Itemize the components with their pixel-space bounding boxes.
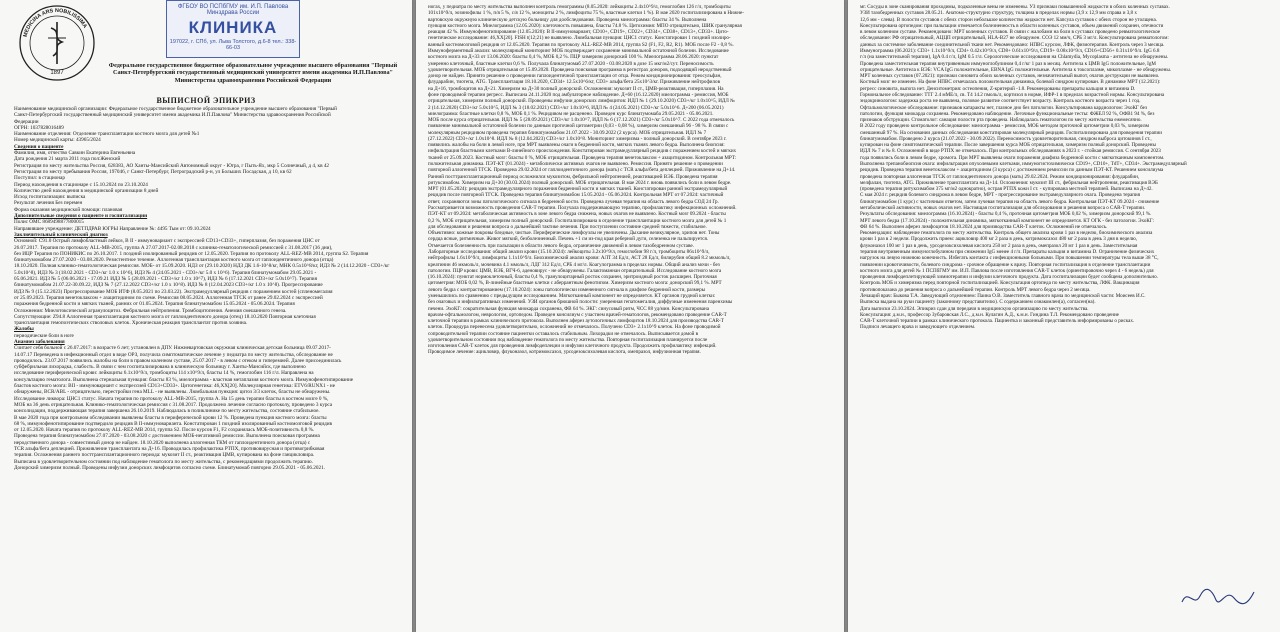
text-line: Дополнительные сведения о пациенте и госпитализации xyxy=(14,213,148,220)
text-line: Основной: C91.0 Острый лимфобластный лейкоз, B II - иммуновариант с экспрессией CD13+CD33+, гиперплазия, без поражения ЦНС от xyxy=(14,238,320,245)
text-line: эндокринологом: задержка роста не выявлена, половое развитие соответствует возрасту. Контроль костного возраста через 1 год. xyxy=(860,98,1141,105)
text-line: С мая 2024 г. рецидив болевого синдрома в левом бедре, МРТ - прогрессирование экстрамедуллярного очага. Проведена терапия xyxy=(860,192,1140,199)
text-line: МРТ коленных суставов (07.2021): признаки синовита обоих коленных суставов, незначительный выпот, очагов деструкции не выявлено. xyxy=(860,73,1160,80)
text-line: миелограмма: бластные клетки 0,8 %, МОБ 0,1 %. Рецидивом не расценено. Проведен курс блинатумомаба 29.05.2021 - 05.06.2021. xyxy=(428,110,714,117)
text-line: ОГРН: 1037828016489 xyxy=(14,124,64,131)
text-line: Фамилия, имя, отчество Савкин Екатерина Евгеньевна xyxy=(14,150,136,157)
text-line: донор не найден. Принято решение о проведении гаплоидентичной трансплантации от отца. Режим кондиционирования: треосульфан, xyxy=(428,73,722,80)
text-line: Объективно: кожные покровы бледные, чистые. Периферические лимфоузлы не увеличены. Дыхание везикулярное, хрипов нет. Тоны xyxy=(428,230,720,237)
page-3-body-text xyxy=(860,4,1272,628)
text-line: 12,6 мм - слева). В полости суставов с обеих сторон небольшое количество жидкости нет. Капсула суставов с обеих сторон не утолщена. xyxy=(860,16,1158,23)
text-line: Иммунограмма (06.2021): CD3+ 1.1x10^9/л, CD4+ 0.42x10^9/л, CD8+ 0.61x10^9/л, CD19+ 0.08x10^9/л, CD16+CD56+ 0.31x10^9/л. IgG 6.8 xyxy=(860,47,1160,54)
text-line: УЗИ тазобедренных суставов 28.05.21. Анатомо-структурно структуру, толщина в пределах нормы (3,9 x 12,9 мм справа и 3,8 x xyxy=(860,10,1137,17)
text-line: TCR альфа/бета деплецией. Приживление трансплантата на Д+16. Проводилась профилактика РТПХ, противовирусная и противогрибковая xyxy=(14,446,325,453)
text-line: от 12.05.2020. Начата терапия по протоколу ALL-REZ-MB 2014, группа S2. После курсов F1, F2 сохранялась МОБ-позитивность 0,8 %. xyxy=(14,427,315,434)
text-line: 05.06.2021. ИДЗ № 5 (06.06.2021 - 17.09.21 ИДЗ № 5 (28.09.2021 - CD3+/кг 1.0 x 10^7), ИДЗ № 6 (17.12.2021 CD3+/кг 5.0x10^7). Терапия xyxy=(14,276,317,283)
text-line: нагрузок на левую нижнюю конечность. Избегать контакта с инфекционными больными. При повышении температуры тела выше 38 °С, xyxy=(860,255,1159,262)
text-line: поражения бедренной кости и мягких тканей, ранних от 01.05.2024. Терапия блинатумомабом 15.05.2024 - 05.06.2024. Терапия xyxy=(14,301,295,308)
text-line: Период нахождения в стационаре с 15.10.2024 по 23.10.2024 xyxy=(14,181,148,188)
text-line: Наименование отделения: Отделение трансплантации костного мозга для детей №1 xyxy=(14,131,200,138)
text-line: Результат лечения Без перемен xyxy=(14,200,83,207)
text-line: Сведения о пациенте xyxy=(14,143,64,150)
text-line: молекулярным рецидивом проведена терапия блинатумомабом 21.07.2022 - 30.09.2022 (2 курса). МОБ отрицательная. ИДЛ № 7 xyxy=(428,129,707,136)
text-line: повторной аллогенной ТГСК. Проведена 29.02.2024 от гаплоидентичного донора (мать) с TCR альфа/бета деплецией. Приживление на Д+14. xyxy=(428,167,736,174)
text-line: левого бедра с контрастированием (17.10.2024): зоны патологически измененного сигнала в диафизе бедренной кости, размеры xyxy=(428,286,706,293)
university-emblem-logo xyxy=(18,4,96,82)
text-line: 26.07.2017. Терапия по протоколу ALL-MB-2015, группа А 27.07.2017-02.08.2018 с клинико-гематологической ремиссией с 31.08.2017 (36 дни), xyxy=(14,244,333,251)
text-line: (27.12.2022) CD3+/кг 1.0x10^8. ИДЛ № 8 (12.04.2023) CD3+/кг 1.0x10^8. Мониторинг химеризма - полный донорский. В сентябре 2023 г. xyxy=(428,135,727,142)
text-line: Результаты обследования: миелограмма (16.10.2024) - бласты 0,4 %, проточная цитометрия МОБ 0,02 %, химеризм донорский 99,1 %. xyxy=(860,211,1152,218)
text-line: Санкт-Петербургский государственный медицинский университет имени академика И.П.Павлова" Министерства здравоохранения Российской xyxy=(14,112,331,119)
text-line: без очаговых и инфильтративных изменений. УЗИ органов брюшной полости: умеренная гепатомегалия, диффузные изменения паренхимы xyxy=(428,299,733,306)
text-line: МОБ на 36 день отрицательная. Клинико-гематологическая ремиссия с 31.08.2017. Продолжено лечение согласно протоколу, проведено 3 курса xyxy=(14,401,333,408)
text-line: отрицательные. Антитела к ВЭБ: VCA IgG положительные, EBNA IgG положительные. Антитела к токсоплазме, микоплазме - не обнаружены. xyxy=(860,66,1172,73)
text-line: бластов костного мозга: ВII - иммуновариант с экспрессией CD13+CD33+. Цитогенетика: 46,ХХ[20]. Молекулярная генетика: ETV6/RUNX1 - не xyxy=(14,383,336,390)
text-line: для обследования и решения вопроса о дальнейшей тактике лечения. При поступлении состояние средней тяжести, стабильное. xyxy=(428,223,707,230)
text-line: Лабораторные исследования: общий анализ крови (15.10.2024): лейкоциты 3.2х10^9/л, гемоглобин 98 г/л, тромбоциты 86x10^9/л, xyxy=(428,248,710,255)
text-line: ритуксимабом. Химеризм на Д+30 (30.03.2024) полный донорский. МОБ отрицательная. В мае 2024 г. вновь появились боли в левом бедре. xyxy=(428,179,732,186)
text-line: обнаружены, BCR/ABL - отрицательно, перестройки гена MLL - не выявлены. Люмбальная пункция: цитоз 3/3 клеток, бласты не обнаружены. xyxy=(14,389,331,396)
text-line: Дата выписки 23.10.2024. Эпикриз сдан для передачи в медицинскую организацию по месту жительства. xyxy=(860,305,1089,312)
text-line: Полис ОМС 8689498877800015 xyxy=(14,219,84,226)
text-line: терапия. Осложнения раннего посттрансплантационного периода: мукозит II ст., реактивация ЦМВ, купирована на фоне ганцикловира. xyxy=(14,452,315,459)
text-line: удовлетворительная. МОБ отрицательная от 15.09.2020. Проведена поисковая программа в регистрах доноров, подходящий неродственный xyxy=(428,66,732,73)
text-line: Ранний посттрансплантационный период осложнился мукозитом, фебрильной нейтропенией, реактивацией ВЭБ. Проведена терапия xyxy=(428,173,718,180)
text-line: года появились боли в левом бедре, хромота. При МРТ выявлены очаги поражения диафиза бедренной кости с мягкотканным компонентом. xyxy=(860,154,1165,161)
text-line: Форма оказания медицинской помощи: плановая xyxy=(14,206,123,213)
text-line: данных за системное заболевание соединительной ткани нет. Рекомендовано: НПВС курсом, ЛФК, физиотерапия. Контроль через 3 месяца. xyxy=(860,41,1165,48)
text-line: Отмечается болезненность при пальпации в области левого бедра, ограничение движений в левом тазобедренном суставе. xyxy=(428,242,694,249)
text-line: Регистрация по месту пребывания Россия, 197046, г Санкт-Петербург, Петроградский р-н, ул Больших Посадская, д 10, кв 62 xyxy=(14,168,292,175)
text-line: Иммуноферментный анализ: молекулярный мониторинг МОБ подтверждает сохранение минимальной остаточной болезни. Исследование xyxy=(428,47,729,54)
text-line: 18.10.2020. Полная клинико-гематологическая ремиссия. МОБ- от 15.09.2020. НДЗ от (29.10.2020) НДЗ ДК 1.6-10^8/кг, МНК 0.5x10^8/кг, ИДЗ № 2 (14.12.2020 - CD3+/кг xyxy=(14,263,390,270)
text-line: МОБ после курса отрицательная. ИДЛ № 5 (28.09.2021) CD3+/кг 1.0x10^7, ИДЛ № 6 (17.12.2021) CD3+/кг 5.0x10^7. С 2022 года отмечалось xyxy=(428,117,735,124)
text-line: 5.0x10^8), ИДЗ № 3 (18.02.2021 - CD3+/кг 1.0 x 10^6), ИДЗ № 4 (24.05.2021 - CD3+/кг 5.0 x 10^6). Терапия блинатумомабом 29.05.2021 - xyxy=(14,269,317,276)
text-line: клеточной терапии в рамках клинического протокола. Выполнен аферез аутологичных лимфоцитов 18.10.2024 для производства CAR-T xyxy=(428,318,724,325)
text-line: блинатумомабом (1 курс) с частичным ответом, затем лучевая терапия на область левого бедра. Контрольная ПЭТ-КТ 09.2024 - снижение xyxy=(860,198,1160,205)
text-line: периодические боли в ноге xyxy=(14,332,74,339)
text-line: от 25.09.2023. Терапия венетоклаксом + азацитидином по схеме. Ремиссия 08.05.2024. Аллогенная ТГСК от ранее 29.02.2024 с экспрессией xyxy=(14,294,323,301)
text-line: субфебрильная лихорадка, слабость. В связи с чем госпитализирована в клиническую больницу г. Ханты-Мансийск, где выполнено xyxy=(14,364,306,371)
text-line: г/л (на заместительной терапии), IgA 0.4 г/л, IgM 0.5 г/л. Серологические исследования на Chlamydia, Mycoplasma - антитела не обнаружены. xyxy=(860,54,1169,61)
text-line: без ИЦР Терапия по ПОНИКИС по 26.10.2017. 1 поздний изолированный рецидив от 12.05.2020. Терапия по протоколу ALL-REZ-MB 2014, группа S2. Терапия xyxy=(14,250,369,257)
text-line: противопоказана до решения вопроса о дальнейшей терапии. Контроль МРТ левого бедра через 2 месяца. xyxy=(860,286,1091,293)
text-line: Поступил: в стационар xyxy=(14,175,65,182)
text-line: неродственного донора - совместимый донор не найден. 18.10.2020 выполнена аллогенная ТКМ от гаплоидентичного донора (отца) с xyxy=(14,439,311,446)
text-line: Выписка выдана на руки пациенту (законному представителю). С содержанием ознакомлен(а), согласен(на). xyxy=(860,299,1096,306)
text-line: Рекомендации: наблюдение гематолога по месту жительства. Контроль общего анализа крови 1 раз в неделю, биохимического анализа xyxy=(860,230,1153,237)
text-line: сердца ясные, ритмичные. Живот мягкий, безболезненный. Печень +1 см из-под края реберной дуги, селезенка не пальпируется. xyxy=(428,236,709,243)
text-line: CAR-T клеточной терапии в рамках клинического протокола. Пациентка и законный представитель информированы о рисках. xyxy=(860,318,1135,325)
text-line: Регистрация по месту жительства Россия, 628383, АО Ханты-Мансийский Автономный округ - Югра, г Пыть-Ях, мкр 5 Солнечный, д 4, кв 42 xyxy=(14,162,330,169)
clinic-stamp xyxy=(166,0,300,58)
text-line: появились жалобы на боли в левой ноге, при МРТ выявлены очаги в бедренной кости, мягких тканях левого бедра. Выполнена биопсия: xyxy=(428,142,725,149)
text-line: реакция 42 %. Иммунофенотипирование (12.05.2020): В II-иммуновариант, CD10+, CD19+, CD22+, CD34+, CD38+, CD13+, CD33+. Цито- xyxy=(428,29,729,36)
organization-name: Федеральное государственное бюджетное образовательное учреждение высшего образования "Первый Санкт-Петербургский государственный медицинский университет имени академика И.П.Павлова" Министерства здравоохранения Российской Федерации xyxy=(108,62,398,84)
text-line: сопроводительной терапии состояние пациентки оставалось стабильным. Лихорадки не отмечалось. Выписывается домой в xyxy=(428,330,699,337)
text-line: консультацию гематолога. Выполнена стернальная пункция: бласты 83 %, миелограмма - властная метаплазия костного мозга. Иммунофенотипирование xyxy=(14,376,354,383)
text-line: пункция костного мозга. Миелограмма (12.05.2020): клеточность повышена, бласты 74.8 %. Цитохимия: МПО отрицательно, ШИК гранулярная xyxy=(428,22,742,29)
text-line: Выполнена трепанобиопсия очага: инфильтрация опухолевыми клетками, иммуногистохимически CD19+, CD10+, TdT+, CD34+. Экстрамедуллярный xyxy=(860,161,1187,168)
text-line: в левом коленном суставе. Рекомендовано: МРТ коленных суставов. В связи с жалобами на боли в суставах проведено ревматологическое xyxy=(860,29,1161,36)
text-line: Наименование медицинской организации: Федеральное государственное бюджетное образовательное учреждение высшего образования "Первый xyxy=(14,106,337,112)
text-line: изготовления CAR-T клеток для проведения лимфодеплеции и инфузии клеточного продукта. Продолжить профилактику инфекций. xyxy=(428,343,717,350)
text-line: терапия внутривенным иммуноглобулином при снижении IgG менее 4 г/л. Препараты кальция и витамина D. Ограничение физических xyxy=(860,248,1155,255)
text-line: тканей от 25.09.2023. Костный мозг: бласты 0 %, МОБ отрицательная. Проведена терапия венетоклаксом + азацитидином. Контрольная МРТ: xyxy=(428,154,737,161)
text-line: 0,2 %, МОБ отрицательная, химеризм полный донорский. Госпитализирована в отделение трансплантации костного мозга для детей № 1 xyxy=(428,217,727,224)
text-line: 101x10^9/л, эозинофилы 1 %, п/я 5 %, с/я 12 %, моноциты 2 %, лимфоциты 75 %, властные клетки 1 %). В мае 2020 госпитализирована в Нижне- xyxy=(428,10,744,17)
document-page-1 xyxy=(0,0,412,632)
text-line: регресс синовита, выпота нет. Денситометрия: остеопения, Z-критерий -1.8. Рекомендованы препараты кальция и витамина D. xyxy=(860,85,1136,92)
text-line: Направившее учреждение: ДЕТПДРАВ ЮГРЫ Направление №: 4495 Тым от: 09.10.2024 xyxy=(14,225,211,232)
text-line: положительная динамика. ПЭТ-КТ (01.2024) - метаболически активных очагов не выявлено. Ремиссия. Принято решение о проведении xyxy=(428,161,723,168)
text-line: удовлетворительном состоянии под наблюдение гематолога по месту жительства. Повторная госпитализация планируется после xyxy=(428,336,708,343)
text-line: костного мозга на Д+33 от 13.06.2020: бласты 0,4 %, МОБ 0,2 %. ПЦР химеризм донорский 100 %. Миелограмма 28.06.2020: пунктат xyxy=(428,54,719,61)
text-line: 14.07.17 Переведена в инфекционный отдел в виде ОРЗ, получила симптоматическое лечение у педиатра по месту жительства, обследование не xyxy=(14,351,333,358)
text-line: Исследование ликвора: ЦНС1 статус. Начата терапия по протоколу ALL-MB-2015, группа А. На 15 день терапии бласты в костном мозге 0 %, xyxy=(14,395,329,402)
text-line: смешанный 97 %. На основании данных обследования констатирован молекулярный рецидив. Госпитализирована для проведения терапии xyxy=(860,129,1162,136)
text-line: метаболической активности, новых очагов нет. Настоящая госпитализация для обследования и решения вопроса о CAR-T терапии. xyxy=(860,205,1146,211)
page-2-body-text xyxy=(428,4,836,628)
text-line: печени. ЭхоКГ: сократительная функция миокарда сохранена, ФВ 64 %. ЭКГ: синусовый ритм, ЧСС 88 уд/мин. Консультирована xyxy=(428,305,709,312)
text-line: блинатумомабом. Проведено 2 курса (21.07.2022 - 30.09.2022). Переносимость удовлетворительная, синдром выброса цитокинов I ст., xyxy=(860,135,1152,142)
text-line: (16.10.2024): пунктат нормоклеточный, бласты 0,4 %, гранулоцитарный росток сохранен, эритроидный росток расширен. Проточная xyxy=(428,274,717,281)
text-line: трансплантация гемопоэтических стволовых клеток. Хроническая реакция трансплантат против хозяина. xyxy=(14,320,248,327)
text-line: исследование периферической крови: лейкоциты 6.1x10^9/л, тромбоциты 114 x10^9/л, бласты 14 %, гемоглобин 116 г/л. Направлена на xyxy=(14,370,314,377)
text-line: Подписи лечащего врача и заведующего отделением. xyxy=(860,324,976,331)
text-line: отрицательная, химеризм полный донорский. Проведены инфузии донорских лимфоцитов: ИДЛ № 1 (29.10.2020) CD3+/кг 1.0x10^5, ИДЛ № xyxy=(428,98,735,105)
text-line: появление минимальной остаточной болезни по данным проточной цитометрии (0,03 - 0,08 %), химеризм смешанный 96 - 98 %. В связи с xyxy=(428,123,729,130)
text-line: В мае 2020 года при контрольном обследовании выявлены бласты в периферической крови 12 %. Проведена пункция костного мозга: бласты xyxy=(14,414,327,421)
text-line: 68 %, иммунофенотипирование подтвердило рецидив В II-иммуноварианта. Констатирован 1 поздний изолированный костномозговой рецидив xyxy=(14,420,333,427)
text-line: Рассматривается возможность проведения CAR-T терапии. Получала поддерживающую терапию, профилактику инфекционных осложнений. xyxy=(428,205,737,211)
text-line: Заключительный клинический диагноз xyxy=(14,231,108,238)
text-line: Офтальмологическое обследование: признаков катаракты нет, глазное дно без патологии. Консультирована кардиологом: ЭхоКГ без xyxy=(860,104,1147,111)
text-line: проводилось. 23.07.2017 появились жалобы на боли в правом коленном суставе, 25.07.2017 - в левом с отеком и гиперемией. Далее присоединилась xyxy=(14,357,342,364)
text-line: ванный костномозговой рецидив от 12.05.2020. Терапия по протоколу ALL-REZ-MB 2014, группа S2 (F1, F2, R2, R1). МОБ после F2 - 0,8 %. xyxy=(428,41,734,48)
text-line: крови 1 раз в 2 недели. Продолжить прием: ацикловир 400 мг 2 раза в день, котримоксазол 480 мг 2 раза в день 3 дня в неделю, xyxy=(860,236,1138,243)
text-line: рецидив. Проведена терапия венетоклаксом + азацитидином (3 курса) с достижением ремиссии по данным ПЭТ-КТ. Решением консилиума xyxy=(860,167,1164,174)
text-line: Считает себя больной с 26.07.2017: в возрасте 6 лет; установлен в ДПУ. Нижневартовская окружная клиническая детская больница 09.07.2017- xyxy=(14,345,331,352)
text-line: Костный мозг не изменен. На фоне НПВС отмечалась положительная динамика, болевой синдром купирован. В динамике МРТ (12.2021): xyxy=(860,79,1161,86)
text-line: врачом-офтальмологом, неврологом, ортопедом. Проведен консилиум с участием врачей-гематологов, рекомендовано проведение CAR-T xyxy=(428,311,727,318)
text-line: Проводимое лечение: ацикловир, флуконазол, котримоксазол, урсодезоксихолевая кислота, омепразол, инфузионная терапия. xyxy=(428,349,701,356)
text-line: генетическое исследование: 46,XX[20]. FISH t(12;21) не выявлено. Люмбальная пункция: ЦНС1 статус. Констатирован 1 поздний изолиро- xyxy=(428,35,731,42)
text-line: ИДЛ № 7 и № 8. Осложнений в виде РТПХ не отмечалось. При контрольных обследованиях в 2023 г. - стойкая ремиссия. С сентября 2023 xyxy=(860,148,1161,155)
stamp-line-1: ФГБОУ ВО ПСПбГМУ им. И.П. Павлова xyxy=(177,4,289,10)
text-line: Контроль МОБ и химеризма перед повторной госпитализацией. Консультация ортопеда по месту жительства, ЛФК. Вакцинация xyxy=(860,280,1140,287)
text-line: Анамнез заболевания xyxy=(14,338,65,345)
text-line: Консультация: д.м.н., профессор Зубаровская Л.С., д.м.н. Кулагин А.Д., к.м.н. Гиндина Т.Л. Рекомендовано проведение xyxy=(860,311,1119,318)
text-line: Выписана в удовлетворительном состоянии под наблюдение гематолога по месту жительства, с рекомендациями продолжить терапию. xyxy=(14,458,313,465)
text-line: Донорский химеризм полный. Проведены инфузии донорских лимфоцитов согласно схеме. Блинатумомаб повторно 29.05.2021 - 05.06.2021. xyxy=(14,464,325,471)
text-line: рецидив после повторной ТГСК. Проведена терапия блинатумомабом 15.05.2024 - 05.06.2024. Контрольная МРТ от 07.2024: частичный xyxy=(428,192,724,199)
text-line: креатинин 46 мкмоль/л, мочевина 4.1 ммоль/л, ЛДГ 312 Ед/л, СРБ 4 мг/л. Коагулограмма в пределах нормы. Общий анализ мочи - без xyxy=(428,261,720,268)
text-line: клеток. Процедура перенесена удовлетворительно, осложнений не отмечалось. Получено CD3+ 2.1x10^9 клеток. На фоне проводимой xyxy=(428,324,721,331)
text-line: появлении кровоточивости, болевого синдрома - срочное обращение к врачу. Повторная госпитализация в отделение трансплантации xyxy=(860,261,1151,268)
text-line: Федерации xyxy=(14,118,39,125)
text-line: В 2022 году проведено контрольное обследование: миелограмма - ремиссия, МОБ методом проточной цитометрии 0,03 %, химеризм xyxy=(860,123,1149,130)
text-line: костного мозга для детей № 1 ПСПбГМУ им. И.П. Павлова после изготовления CAR-T клеток (ориентировочно через 4 - 6 недель) для xyxy=(860,267,1154,274)
text-line: уменьшились по сравнению с предыдущим исследованием. Мягкотканный компонент не определяется. КТ органов грудной клетки: xyxy=(428,292,716,299)
text-line: Количество дней нахождения в медицинской организации 8 дней xyxy=(14,187,159,194)
text-line: Номер медицинской карты: 43965/2024 xyxy=(14,137,101,144)
stamp-line-2: Минздрава России xyxy=(206,10,260,16)
page-1-body-text xyxy=(14,106,402,471)
text-line: Сопутствующие: Z94.8 Аллогенная трансплантация костного мозга от гаплоидентичного донора (отец) 18.10.2020 Повторная клеточная xyxy=(14,313,316,320)
document-page-2 xyxy=(416,0,844,632)
text-line: вартовскую окружную клиническую детскую больницу для дообследования. Проведена миелограмма: бласты 34 %. Выполнена xyxy=(428,16,707,23)
text-line: Гормональное обследование: ТТГ 2.4 мМЕ/л, св. Т4 14.2 пмоль/л, кортизол в норме, ИФР-1 в пределах возрастной нормы. Консультирована xyxy=(860,91,1165,98)
text-line: Проведена заместительная терапия внутривенным иммуноглобулином 0,4 г/кг 1 раз в месяц. Антитела к ЦМВ IgG положительные, IgM xyxy=(860,60,1156,67)
text-line: блинатумомабом 27.07.2020 - 03.08.2020. Резистентное течение. Аллогенная трансплантация костного мозга от гаплоидентичного донора (отца) xyxy=(14,257,334,264)
text-line: нейтрофилы 1.6х10^9/л, лимфоциты 1.1х10^9/л. Биохимический анализ крови: АЛТ 34 Ед/л, АСТ 28 Ед/л, билирубин общий 8.2 мкмоль/л, xyxy=(428,255,731,262)
text-line: на Д+16, тромбоцитов на Д+21. Химеризм на Д+30 полный донорский. Осложнения: мукозит II ст., ЦМВ-реактивация, гиперплазия. На xyxy=(428,85,724,92)
text-line: мг. Сосуды в зоне сканирования проходимы, подколенные вены не изменены. УЗ признаки повышенной жидкости в обоих коленных суставах. xyxy=(860,4,1170,10)
text-line: обследование: РФ отрицательный, АЦЦП отрицательный, HLA-B27 не обнаружен. СОЭ 12 мм/ч, СРБ 3 мг/л. Консультирована ревматологом: xyxy=(860,35,1169,42)
text-line: консолидации, поддерживающая терапия завершена 26.10.2019. Наблюдалась в поликлинике по месту жительства, состояние стабильное. xyxy=(14,408,320,415)
text-line: флуконазол 100 мг 1 раз в день, урсодезоксихолевая кислота 250 мг 2 раза в день, омепразол 20 мг 1 раз в день. Заместительная xyxy=(860,242,1138,249)
text-line: ПЭТ-КТ от 09.2024: метаболическая активность в зоне левого бедра снижена, новых очагов не выявлено. Костный мозг 09.2024 - бласты xyxy=(428,211,726,218)
text-line: Лечащий врач: Быкова Т.А. Заведующий отделением: Паина О.В. Заместитель главного врача по медицинской части: Моисеев И.С. xyxy=(860,292,1146,299)
text-line: признаков обструкции. Стоматолог: санация полости рта проведена. Наблюдалась гематологом по месту жительства ежемесячно. xyxy=(860,117,1142,124)
text-line: ногах, у педиатра по месту жительства выполнен контроль гемограммы (8.05.2020: лейкоциты 2.4х10^9/л, гемоглобин 126 г/л, тромбоциты xyxy=(428,4,731,10)
text-line: проведения лимфодеплетирующей химиотерапии и инфузии клеточного продукта. Дата госпитализации будет сообщена дополнительно. xyxy=(860,274,1158,281)
text-line: ответ, сохраняются зоны патологического сигнала в бедренной кости. Проведена лучевая терапия на область левого бедра СОД 24 Гр. xyxy=(428,198,719,205)
text-line: умеренно клеточный, бластные клетки 0,6 %. Получала блинатумомаб 27.07.2020 - 03.08.2020 в дозе 15 мкг/м2/сут. Переносимость xyxy=(428,60,714,67)
text-line: Проведена терапия блинатумомабом 27.07.2020 - 03.08.2020 с достижением МОБ-негативной ремиссии. Выполнена поисковая программа xyxy=(14,433,320,440)
text-line: (проведена терапия ритуксимабом 375 мг/м2 однократно), острая РТПХ кожи I ст. - купирована местной терапией. Выписана на Д+42. xyxy=(860,186,1153,193)
text-line: мелфалан, тиотепа, ATG. Приживление трансплантата на Д+14. Осложнения: мукозит III ст., фебрильная нейтропения, реактивация ВЭБ xyxy=(860,179,1158,186)
text-line: ФВ 64 %. Выполнен аферез лимфоцитов 18.10.2024 для производства CAR-T клеток. Осложнений не отмечалось. xyxy=(860,223,1108,230)
stamp-address: 197022, г. СПб, ул. Льва Толстого, д.6-8 тел.: 338-66-03 xyxy=(169,39,297,51)
svg-text:MEDICINA ARS NOBILISSIMA: MEDICINA ARS NOBILISSIMA xyxy=(22,7,88,38)
text-line: Жалобы xyxy=(14,326,34,333)
text-line: Осложнения: Миелотоксический агранулоцитоз. Фебрильная нейтропения. Тромбоцитопения. Анемия смешанного генеза. xyxy=(14,307,287,314)
svg-text:1897: 1897 xyxy=(50,70,64,76)
document-page-3 xyxy=(848,0,1280,632)
text-line: проведена повторная аллогенная ТГСК от гаплоидентичного донора (мать) 29.02.2024. Режим кондиционирования: флударабин, xyxy=(860,173,1140,180)
text-line: патологии, функция миокарда сохранена. Рекомендовано наблюдение. Легочные функциональные тесты: ФЖЕЛ 92 %, ОФВ1 94 %, без xyxy=(860,110,1155,117)
text-line: МРТ левого бедра (17.10.2024) - положительная динамика, мягкотканный компонент не определяется. КТ ОГК - без патологии. ЭхоКГ: xyxy=(860,217,1155,224)
text-line: 2 (14.12.2020) CD3+/кг 5.0x10^5, ИДЛ № 3 (18.02.2021) CD3+/кг 1.0x10^6, ИДЛ № 4 (24.05.2021) CD3+/кг 5.0x10^6. Д+200 (06.05.2021) xyxy=(428,104,724,111)
text-line: инфильтрация бластными клетками В-линейного происхождения. Констатирован экстрамедуллярный рецидив с поражением костей и мягких xyxy=(428,148,737,155)
text-line: фоне проводимой терапии регресс. Выписана 24.11.2020 под амбулаторное наблюдение. Д+60 (16.12.2020) миелограмма - ремиссия, МОБ xyxy=(428,91,729,98)
text-line: Исход госпитализации: выписка xyxy=(14,194,86,201)
text-line: МРТ (01.05.2024): рецидив экстрамедуллярного поражения бедренной кости и мягких тканей. Констатирован ранний экстрамедуллярный xyxy=(428,186,728,193)
text-line: Дата рождения 21 марта 2011 года пол:Женский xyxy=(14,156,121,163)
stamp-title: КЛИНИКА xyxy=(188,18,278,37)
text-line: ИДЗ № 9 (15.12.2023) Прогрессирование МОБ ИТФ (8.05.2021 по 23.03.22). Экстрамедуллярный рецидив с поражением костей (спленомегалия xyxy=(14,288,333,295)
text-line: патологии. ПЦР крови: ЦМВ, ВЭБ, ВГЧ-6, аденовирус - не обнаружены. Галактоманнан отрицательный. Исследование костного мозга xyxy=(428,267,722,274)
text-line: Консультирована ортопедом: при пальпации отмечается болезненность в области коленных суставов, объем движений сохранен, отечности xyxy=(860,22,1164,29)
document-title: ВЫПИСНОЙ ЭПИКРИЗ xyxy=(156,96,256,105)
text-line: флударабин, тиотепа, ATG. Трансплантация 18.10.2020, CD34+ 12.5x10^6/кг, CD3+ альфа/бета 25x10^3/кг. Приживление нейтрофилов xyxy=(428,79,720,86)
text-line: купирован на фоне симптоматической терапии. После завершения курса МОБ отрицательная, химеризм полный донорский. Проведены xyxy=(860,142,1156,149)
handwritten-signature xyxy=(1178,584,1258,610)
text-line: цитометрия: МОБ 0,02 %, В-линейные бластные клетки с аберрантным фенотипом. Химеризм костного мозга: донорский 99,1 %. МРТ xyxy=(428,280,722,287)
text-line: блинатумомабом 21.07.22-30.09.22, ИДЗ № 7 (27.12.2022 CD3+/кг 1.0 x 10^8). ИДЗ № 8 (12.04.2023 CD3+/кг 1.0 x 10^8). Прогрессирование xyxy=(14,282,323,289)
